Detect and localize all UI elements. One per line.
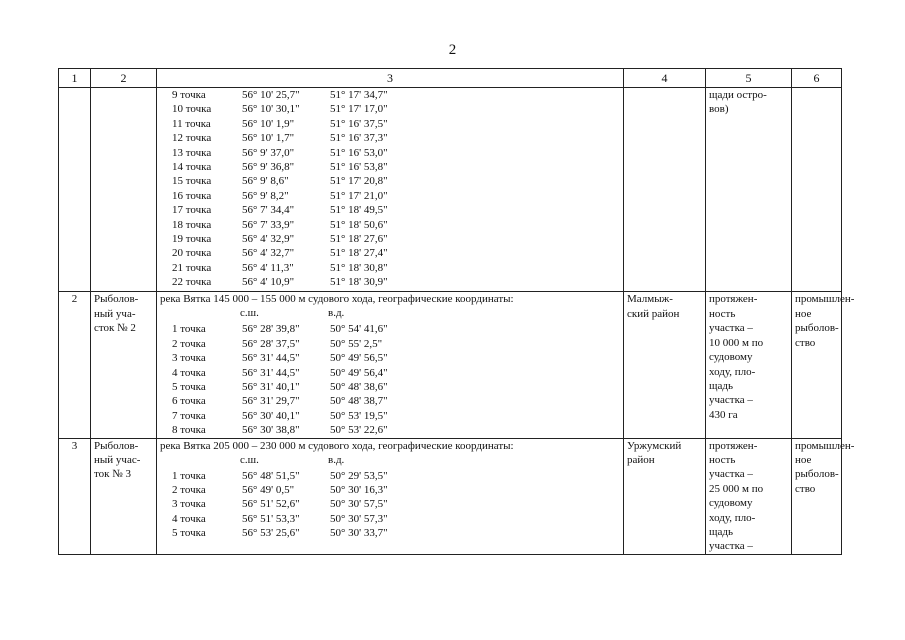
area-name-cell [91,438,157,554]
coordinate-header [160,453,620,469]
coordinate-point [160,366,620,380]
coordinate-point [160,88,620,102]
latitude-header: с.ш. [240,453,259,466]
point-longitude: 50° 30' 16,3" [330,483,388,496]
fishing-type-cell [792,88,842,292]
longitude-header: в.д. [328,453,345,466]
area-description: река Вятка 145 000 – 155 000 м судового хода, географические координаты: [160,293,514,306]
point-latitude: 56° 51' 52,6" [242,498,300,511]
point-longitude: 50° 49' 56,5" [330,352,388,365]
page-number: 2 [448,42,457,58]
fishing-type-cell [792,438,855,554]
area-name: Рыболов- ный учас- ток № 3 [94,439,141,481]
coordinate-point [160,232,620,246]
point-name: 12 точка [172,132,212,145]
coordinate-point [160,423,620,437]
header-cell-3: 3 [157,69,624,88]
point-longitude: 51° 17' 20,8" [330,175,388,188]
point-longitude: 50° 54' 41,6" [330,323,388,336]
area-name-cell [91,292,157,438]
coordinates-cell [157,292,624,438]
coordinate-point [160,394,620,408]
coordinate-point [160,322,620,336]
point-latitude: 56° 49' 0,5" [242,483,295,496]
header-cell-6: 6 [792,69,842,88]
coordinate-point [160,174,620,188]
point-latitude: 56° 31' 29,7" [242,395,300,408]
point-longitude: 50° 30' 33,7" [330,527,388,540]
point-longitude: 50° 48' 38,7" [330,395,388,408]
point-latitude: 56° 10' 1,9" [242,117,295,130]
point-name: 9 точка [172,89,206,101]
coordinate-point [160,483,620,497]
district-name: Уржумский район [627,439,682,466]
point-latitude: 56° 9' 8,6" [242,175,289,188]
point-latitude: 56° 30' 38,8" [242,424,300,437]
header-cell-5: 5 [706,69,792,88]
coordinates-cell [157,88,624,292]
point-longitude: 50° 53' 19,5" [330,409,388,422]
point-name: 17 точка [172,204,212,217]
point-latitude: 56° 31' 44,5" [242,366,300,379]
point-name: 11 точка [172,117,211,130]
area-size-cell [706,292,792,438]
point-name: 15 точка [172,175,212,188]
point-name: 21 точка [172,261,212,274]
area-name: Рыболов- ный уча- сток № 2 [94,293,139,335]
point-name: 6 точка [172,395,206,408]
row-number: 2 [71,293,78,306]
point-longitude: 50° 29' 53,5" [330,469,388,482]
point-name: 19 точка [172,232,212,245]
coordinate-point [160,337,620,351]
area-name-cell [91,88,157,292]
point-longitude: 50° 30' 57,3" [330,512,388,525]
district-cell [624,292,706,438]
point-latitude: 56° 4' 11,3" [242,261,294,274]
point-longitude: 51° 16' 37,3" [330,132,388,145]
point-name: 3 точка [172,498,206,511]
point-latitude: 56° 4' 10,9" [242,276,295,289]
latitude-header: с.ш. [240,307,259,320]
point-latitude: 56° 9' 36,8" [242,160,295,173]
point-name: 10 точка [172,103,212,116]
coordinate-point [160,246,620,260]
coordinate-point [160,117,620,131]
coordinate-point [160,469,620,483]
point-name: 22 точка [172,276,212,289]
point-name: 1 точка [172,469,206,482]
area-size-text: протяжен- ность участка – 25 000 м по судовому ходу, пло- щадь участка – [709,439,764,553]
point-latitude: 56° 4' 32,7" [242,247,295,260]
point-latitude: 56° 53' 25,6" [242,527,300,540]
point-name: 2 точка [172,337,206,350]
coordinate-point [160,189,620,203]
coordinate-point [160,146,620,160]
point-longitude: 51° 17' 21,0" [330,189,388,202]
table-row [59,438,842,554]
point-longitude: 51° 16' 53,8" [330,160,388,173]
point-longitude: 50° 30' 57,5" [330,498,388,511]
header-cell-2: 2 [91,69,157,88]
point-longitude: 51° 17' 17,0" [330,103,388,116]
area-size-text: щади остро- вов) [709,89,767,116]
point-longitude: 51° 18' 50,6" [330,218,388,231]
point-longitude: 50° 48' 38,6" [330,381,388,394]
point-latitude: 56° 4' 32,9" [242,232,295,245]
district-cell [624,438,706,554]
coordinates-cell [157,438,624,554]
point-latitude: 56° 10' 1,7" [242,132,295,145]
point-latitude: 56° 9' 8,2" [242,189,289,202]
point-name: 3 точка [172,352,206,365]
fishing-type-cell [792,292,855,438]
point-longitude: 50° 53' 22,6" [330,424,388,437]
district-cell [624,88,706,292]
coordinate-point [160,102,620,116]
point-longitude: 51° 18' 30,9" [330,276,388,289]
row-number-cell [59,88,91,292]
coordinate-point [160,497,620,511]
coordinate-point [160,275,620,289]
coordinate-point [160,351,620,365]
area-description: река Вятка 205 000 – 230 000 м судового хода, географические координаты: [160,439,514,452]
coordinate-point [160,526,620,540]
point-latitude: 56° 30' 40,1" [242,409,300,422]
coordinate-point [160,160,620,174]
row-number: 3 [71,439,78,452]
header-row [59,69,842,88]
header-cell-1: 1 [59,69,91,88]
point-name: 18 точка [172,218,212,231]
point-latitude: 56° 10' 30,1" [242,103,300,116]
coordinate-point [160,261,620,275]
area-size-cell [706,438,792,554]
table-row [59,292,842,438]
coordinate-point [160,203,620,217]
point-name: 4 точка [172,512,206,525]
point-latitude: 56° 10' 25,7" [242,89,300,101]
point-name: 16 точка [172,189,212,202]
point-name: 1 точка [172,323,206,336]
point-longitude: 51° 16' 37,5" [330,117,388,130]
fishing-type-text: промышлен- ное рыболов- ство [795,293,855,349]
point-longitude: 51° 17' 34,7" [330,89,388,101]
point-latitude: 56° 28' 37,5" [242,337,300,350]
point-name: 2 точка [172,483,206,496]
point-name: 4 точка [172,366,206,379]
point-longitude: 51° 18' 27,6" [330,232,388,245]
point-name: 8 точка [172,424,206,437]
coordinate-point [160,409,620,423]
point-name: 20 точка [172,247,212,260]
longitude-header: в.д. [328,307,345,320]
point-name: 14 точка [172,160,212,173]
header-cell-4: 4 [624,69,706,88]
point-name: 5 точка [172,527,206,540]
fishing-areas-table [58,68,855,555]
district-name: Малмыж- ский район [627,293,680,320]
point-latitude: 56° 7' 33,9" [242,218,295,231]
point-longitude: 51° 18' 27,4" [330,247,388,260]
coordinate-point [160,131,620,145]
point-latitude: 56° 28' 39,8" [242,323,300,336]
table-row [59,88,842,292]
point-longitude: 51° 16' 53,0" [330,146,388,159]
point-latitude: 56° 31' 40,1" [242,381,300,394]
row-number-cell [59,438,91,554]
point-latitude: 56° 31' 44,5" [242,352,300,365]
point-name: 13 точка [172,146,212,159]
point-latitude: 56° 7' 34,4" [242,204,295,217]
coordinate-point [160,512,620,526]
point-longitude: 51° 18' 49,5" [330,204,388,217]
point-name: 5 точка [172,381,206,394]
coordinate-point [160,218,620,232]
area-size-cell [706,88,792,292]
point-longitude: 50° 49' 56,4" [330,366,388,379]
point-longitude: 50° 55' 2,5" [330,337,383,350]
coordinate-header [160,306,620,322]
coordinate-point [160,380,620,394]
point-latitude: 56° 9' 37,0" [242,146,295,159]
fishing-type-text: промышлен- ное рыболов- ство [795,439,855,495]
point-latitude: 56° 48' 51,5" [242,469,300,482]
point-latitude: 56° 51' 53,3" [242,512,300,525]
area-size-text: протяжен- ность участка – 10 000 м по судовому ходу, пло- щадь участка – 430 га [709,293,764,421]
point-longitude: 51° 18' 30,8" [330,261,388,274]
row-number-cell [59,292,91,438]
point-name: 7 точка [172,409,206,422]
